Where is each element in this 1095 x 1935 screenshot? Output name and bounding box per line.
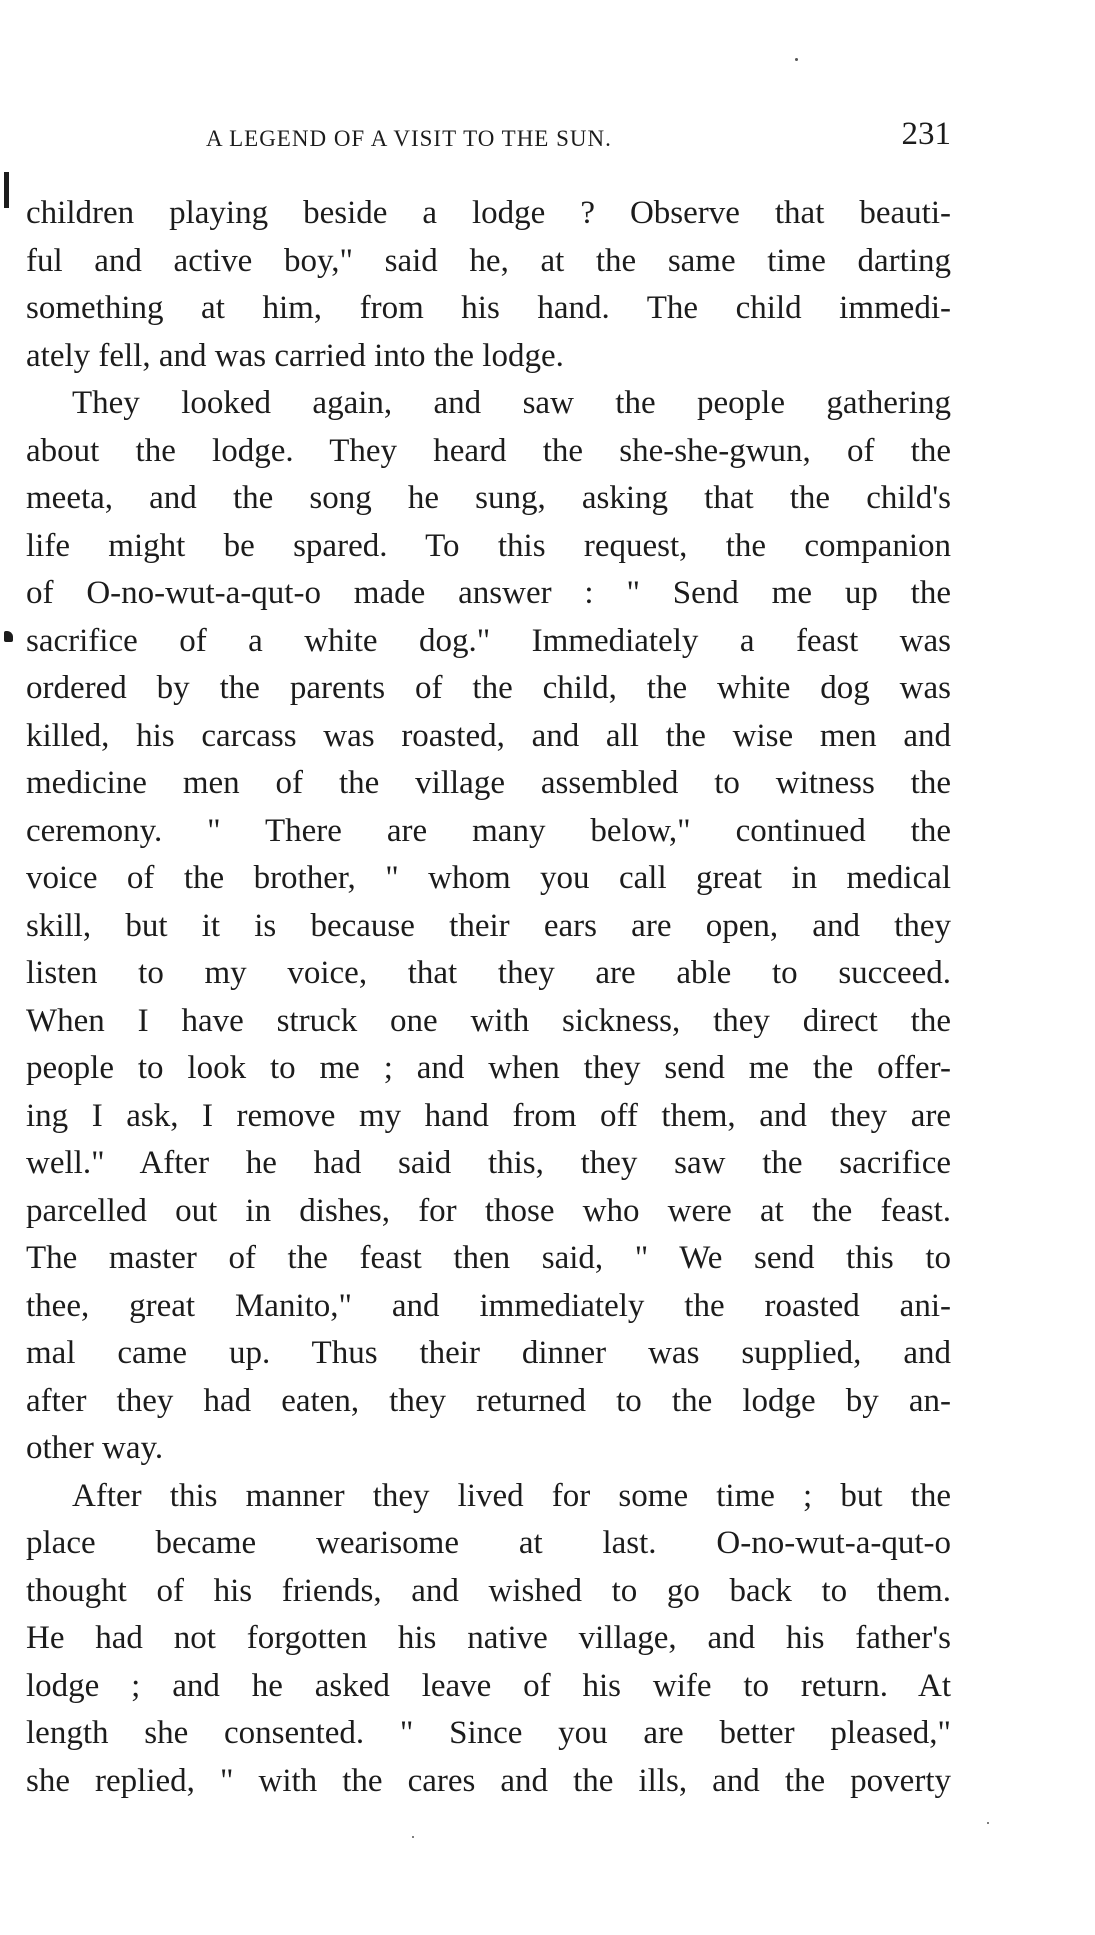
text-line: place became wearisome at last. O-no-wut-a-qut-o (26, 1525, 951, 1561)
text-line: length she consented. " Since you are better pleased," (26, 1715, 951, 1751)
text-line: ordered by the parents of the child, the white dog was (26, 670, 951, 706)
text-line: He had not forgotten his native village, and his father's (26, 1620, 951, 1656)
text-line: ceremony. " There are many below," continued the (26, 812, 951, 849)
running-title: A LEGEND OF A VISIT TO THE SUN. (206, 126, 612, 151)
text-line: she replied, " with the cares and the ills, and the poverty (26, 1762, 951, 1799)
text-line: children playing beside a lodge ? Observe that beauti- (26, 195, 951, 231)
text-line: mal came up. Thus their dinner was supplied, and (26, 1335, 951, 1371)
text-line: ing I ask, I remove my hand from off them, and they are (26, 1097, 951, 1134)
text-line: something at him, from his hand. The child immedi- (26, 290, 951, 326)
text-line: lodge ; and he asked leave of his wife to return. At (26, 1667, 951, 1704)
text-line: ately fell, and was carried into the lodge. (26, 337, 564, 374)
text-line: voice of the brother, " whom you call great in medical (26, 860, 951, 896)
text-line: about the lodge. They heard the she-she-gwun, of the (26, 432, 951, 469)
text-line: life might be spared. To this request, the companion (26, 527, 951, 564)
text-line: thought of his friends, and wished to go back to them. (26, 1572, 951, 1609)
text-line: The master of the feast then said, " We send this to (26, 1240, 951, 1276)
margin-mark (4, 631, 13, 642)
text-line: killed, his carcass was roasted, and all the wise men and (26, 717, 951, 754)
running-head (26, 116, 951, 156)
text-line: other way. (26, 1430, 164, 1466)
page-number: 231 (901, 116, 951, 152)
margin-mark (4, 172, 9, 208)
text-line: listen to my voice, that they are able to succeed. (26, 955, 951, 991)
text-line: They looked again, and saw the people gathering (72, 385, 951, 421)
ink-speck (412, 1836, 414, 1838)
text-line: parcelled out in dishes, for those who were at the feast. (26, 1192, 951, 1229)
body-text (26, 190, 951, 1805)
text-line: skill, but it is because their ears are open, and they (26, 907, 951, 944)
text-line: After this manner they lived for some time ; but the (72, 1477, 951, 1514)
text-line: of O-no-wut-a-qut-o made answer : " Send me up the (26, 575, 951, 611)
text-line: sacrifice of a white dog." Immediately a feast was (26, 622, 951, 659)
text-line: medicine men of the village assembled to witness the (26, 765, 951, 801)
text-line: thee, great Manito," and immediately the roasted ani- (26, 1287, 951, 1324)
text-line: ful and active boy," said he, at the same time darting (26, 242, 951, 279)
text-line: people to look to me ; and when they send me the offer- (26, 1050, 951, 1086)
text-line: When I have struck one with sickness, they direct the (26, 1002, 951, 1039)
ink-speck (795, 58, 798, 61)
text-line: meeta, and the song he sung, asking that the child's (26, 480, 951, 516)
ink-speck (987, 1822, 989, 1824)
text-line: after they had eaten, they returned to the lodge by an- (26, 1382, 951, 1419)
text-line: well." After he had said this, they saw the sacrifice (26, 1145, 951, 1181)
